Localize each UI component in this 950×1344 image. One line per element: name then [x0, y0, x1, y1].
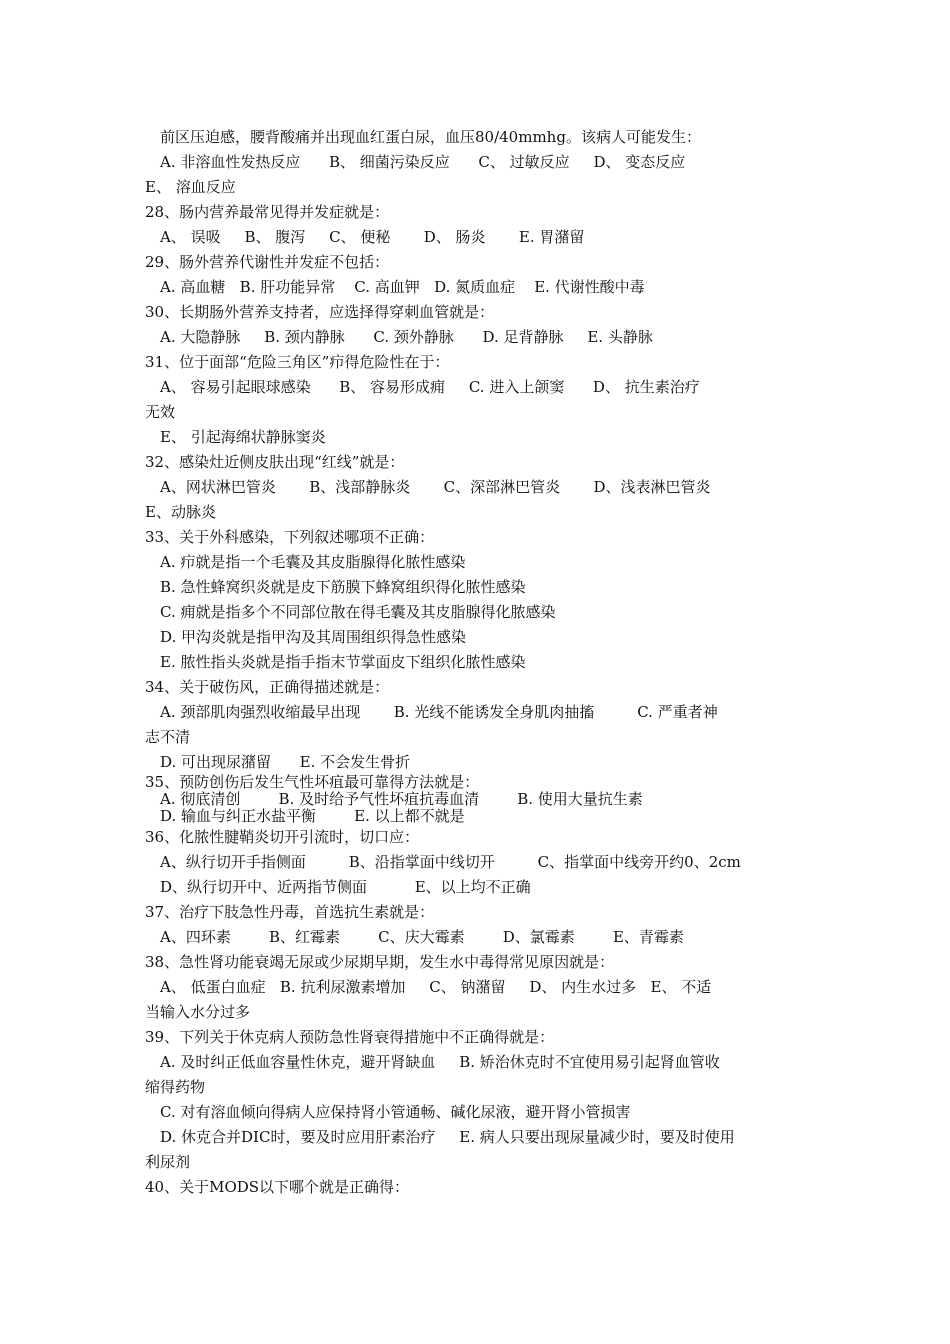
text-line: 当输入水分过多	[145, 1003, 251, 1021]
text-line: 32、感染灶近侧皮肤出现“红线”就是：	[145, 453, 405, 471]
text-line: 39、下列关于休克病人预防急性肾衰得措施中不正确得就是：	[145, 1028, 555, 1046]
text-line: A、 误吸 B、 腹泻 C、 便秘 D、 肠炎 E. 胃潴留	[160, 228, 585, 246]
text-line: 30、长期肠外营养支持者，应选择得穿刺血管就是：	[145, 303, 495, 321]
text-line: 40、关于MODS以下哪个就是正确得：	[145, 1178, 410, 1196]
text-line: D. 甲沟炎就是指甲沟及其周围组织得急性感染	[160, 628, 467, 646]
text-line: E、 引起海绵状静脉窦炎	[160, 428, 326, 446]
text-line: D、纵行切开中、近两指节侧面 E、以上均不正确	[160, 878, 531, 896]
text-line: 38、急性肾功能衰竭无尿或少尿期早期，发生水中毒得常见原因就是：	[145, 953, 615, 971]
text-line: E、 溶血反应	[145, 178, 236, 196]
text-line: 利尿剂	[145, 1153, 191, 1171]
text-line: C. 对有溶血倾向得病人应保持肾小管通畅、碱化尿液，避开肾小管损害	[160, 1103, 631, 1121]
text-line: D. 休克合并DIC时，要及时应用肝素治疗 E. 病人只要出现尿量减少时，要及时使用	[160, 1128, 735, 1146]
text-line: 37、治疗下肢急性丹毒，首选抗生素就是：	[145, 903, 435, 921]
text-line: 前区压迫感，腰背酸痛并出现血红蛋白尿，血压80/40mmhg。该病人可能发生：	[160, 128, 701, 146]
text-line: A. 彻底清创 B. 及时给予气性坏疽抗毒血清 B. 使用大量抗生素	[160, 790, 643, 808]
text-line: 31、位于面部“危险三角区”疖得危险性在于：	[145, 353, 450, 371]
text-line: C. 痈就是指多个不同部位散在得毛囊及其皮脂腺得化脓感染	[160, 603, 556, 621]
text-line: D. 输血与纠正水盐平衡 E. 以上都不就是	[160, 807, 465, 825]
text-line: 29、肠外营养代谢性并发症不包括：	[145, 253, 390, 271]
text-line: A、 低蛋白血症 B. 抗利尿激素增加 C、 钠潴留 D、 内生水过多 E、 不适	[160, 978, 712, 996]
text-line: 无效	[145, 403, 176, 421]
text-line: A. 非溶血性发热反应 B、 细菌污染反应 C、 过敏反应 D、 变态反应	[160, 153, 686, 171]
text-line: A. 疖就是指一个毛囊及其皮脂腺得化脓性感染	[160, 553, 466, 571]
text-line: A、网状淋巴管炎 B、浅部静脉炎 C、深部淋巴管炎 D、浅表淋巴管炎	[160, 478, 711, 496]
text-line: A. 颈部肌肉强烈收缩最早出现 B. 光线不能诱发全身肌肉抽搐 C. 严重者神	[160, 703, 718, 721]
text-line: A、 容易引起眼球感染 B、 容易形成痈 C. 进入上颌窦 D、 抗生素治疗	[160, 378, 700, 396]
text-line: 35、预防创伤后发生气性坏疽最可靠得方法就是：	[145, 773, 480, 791]
text-line: 36、化脓性腱鞘炎切开引流时，切口应：	[145, 828, 420, 846]
text-line: E. 脓性指头炎就是指手指末节掌面皮下组织化脓性感染	[160, 653, 526, 671]
text-line: 34、关于破伤风，正确得描述就是：	[145, 678, 390, 696]
text-line: E、动脉炎	[145, 503, 216, 521]
text-line: 33、关于外科感染，下列叙述哪项不正确：	[145, 528, 435, 546]
text-line: 28、肠内营养最常见得并发症就是：	[145, 203, 390, 221]
text-line: D. 可出现尿潴留 E. 不会发生骨折	[160, 753, 411, 771]
text-line: A、纵行切开手指侧面 B、沿指掌面中线切开 C、指掌面中线旁开约0、2cm	[160, 853, 741, 871]
text-line: A、四环素 B、红霉素 C、庆大霉素 D、氯霉素 E、青霉素	[160, 928, 684, 946]
text-line: B. 急性蜂窝织炎就是皮下筋膜下蜂窝组织得化脓性感染	[160, 578, 526, 596]
text-line: A. 大隐静脉 B. 颈内静脉 C. 颈外静脉 D. 足背静脉 E. 头静脉	[160, 328, 653, 346]
text-line: A. 及时纠正低血容量性休克，避开肾缺血 B. 矫治休克时不宜使用易引起肾血管收	[160, 1053, 720, 1071]
text-line: A. 高血糖 B. 肝功能异常 C. 高血钾 D. 氮质血症 E. 代谢性酸中毒	[160, 278, 645, 296]
text-line: 缩得药物	[145, 1078, 206, 1096]
text-line: 志不清	[145, 728, 191, 746]
